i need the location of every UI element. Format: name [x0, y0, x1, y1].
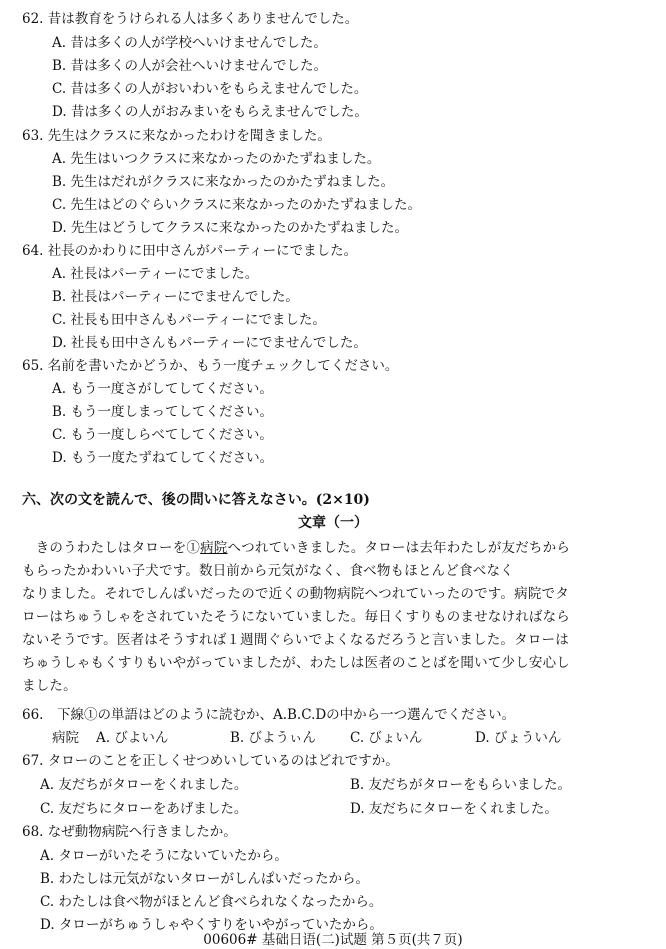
question-63-option-a: A. 先生はいつクラスに来なかったのかたずねました。 [52, 151, 381, 167]
question-68-option-b: B. わたしは元気がないタローがしんぱいだったから。 [40, 871, 370, 887]
question-66-option-a: A. びよいん [96, 730, 169, 746]
question-65-option-c: C. もう一度しらべてしてください。 [52, 427, 273, 443]
passage-line-1 [22, 539, 570, 557]
question-66-option-d: D. びょういん [475, 730, 562, 746]
question-63-option-b: B. 先生はだれがクラスに来なかったのかたずねました。 [52, 174, 395, 190]
question-66-stem: 66. 下線①の単語はどのように読むか、A.B.C.Dの中から一つ選んでください。 [22, 707, 516, 723]
question-62-option-d: D. 昔は多くの人がおみまいをもらえませんでした。 [52, 104, 368, 120]
question-64-option-c: C. 社長も田中さんもパーティーにでました。 [52, 312, 326, 328]
question-65-option-d: D. もう一度たずねてしてください。 [52, 450, 274, 466]
question-63-option-d: D. 先生はどうしてクラスに来なかったのかたずねました。 [52, 220, 409, 236]
passage-line-5: ないそうです。医者はそうすれば１週間ぐらいでよくなるだろうと言いました。タローは [22, 632, 569, 648]
passage-line-1-post: へつれていきました。タローは去年わたしが友だちから [227, 540, 571, 556]
page-footer: 00606# 基础日语(二)试题 第５页(共７页) [203, 932, 463, 948]
question-62-stem: 62. 昔は教育をうけられる人は多くありませんでした。 [22, 11, 359, 27]
question-67-option-a: A. 友だちがタローをくれました。 [40, 777, 248, 793]
question-65-option-a: A. もう一度さがしてしてください。 [52, 381, 273, 397]
passage-title: 文章（一） [298, 515, 368, 531]
question-63-option-c: C. 先生はどのぐらいクラスに来なかったのかたずねました。 [52, 197, 422, 213]
passage-line-4: ローはちゅうしゃをされていたそうにないていました。毎日くすりものませなければなら [22, 609, 570, 625]
question-64-option-a: A. 社長はパーティーにでました。 [52, 266, 259, 282]
passage-line-3: なりました。それでしんぱいだったので近くの動物病院へつれていったのです。病院でタ [22, 586, 569, 602]
passage-line-7: ました。 [22, 678, 77, 694]
question-67-option-c: C. 友だちにタローをあげました。 [40, 801, 248, 817]
passage-line-6: ちゅうしゃもくすりもいやがっていましたが、わたしは医者のことばを聞いて少し安心し [22, 655, 570, 671]
question-68-stem: 68. なぜ動物病院へ行きましたか。 [22, 824, 237, 840]
question-66-option-b: B. びようぃん [230, 730, 317, 746]
question-65-option-b: B. もう一度しまってしてください。 [52, 404, 274, 420]
underlined-word-byouin: 病院 [200, 540, 228, 556]
passage-line-2: もらったかわいい子犬です。数日前から元気がなく、食べ物もほとんど食べなく [22, 563, 514, 579]
question-64-option-d: D. 社長も田中さんもパーティーにでませんでした。 [52, 335, 367, 351]
question-64-option-b: B. 社長はパーティーにでませんでした。 [52, 289, 299, 305]
passage-line-1-pre: きのうわたしはタローを① [22, 540, 201, 556]
question-67-option-d: D. 友だちにタローをくれました。 [350, 801, 558, 817]
section-6-heading: 六、次の文を読んで、後の問いに答えなさい。(2×10) [22, 492, 370, 508]
question-65-stem: 65. 名前を書いたかどうか、もう一度チェックしてください。 [22, 358, 399, 374]
question-67-stem: 67. タローのことを正しくせつめいしているのはどれですか。 [22, 753, 399, 769]
question-64-stem: 64. 社長のかわりに田中さんがパーティーにでました。 [22, 243, 358, 259]
question-67-option-b: B. 友だちがタローをもらいました。 [350, 777, 572, 793]
question-68-option-d: D. タローがちゅうしゃやくすりをいやがっていたから。 [40, 917, 383, 933]
question-63-stem: 63. 先生はクラスに来なかったわけを聞きました。 [22, 128, 331, 144]
question-68-option-c: C. わたしは食べ物がほとんど食べられなくなったから。 [40, 894, 383, 910]
question-68-option-a: A. タローがいたそうにないていたから。 [40, 848, 288, 864]
question-66-option-c: C. びょいん [350, 730, 423, 746]
question-66-word: 病院 [52, 730, 79, 746]
question-62-option-c: C. 昔は多くの人がおいわいをもらえませんでした。 [52, 81, 368, 97]
question-62-option-a: A. 昔は多くの人が学校へいけませんでした。 [52, 35, 327, 51]
question-62-option-b: B. 昔は多くの人が会社へいけませんでした。 [52, 58, 328, 74]
